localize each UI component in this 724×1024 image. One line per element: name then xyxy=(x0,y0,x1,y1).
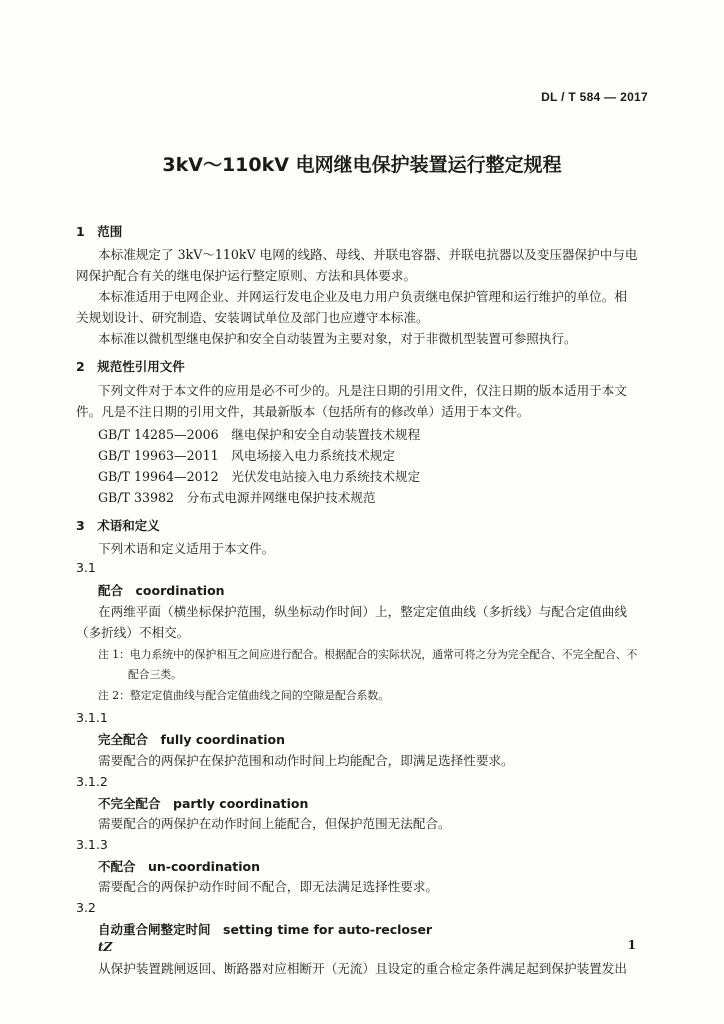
section-1-p1-line2: 网保护配合有关的继电保护运行整定原则、方法和具体要求。 xyxy=(76,268,417,283)
section-1-heading: 1 范围 xyxy=(76,224,123,239)
note-2: 注 2：整定定值曲线与配合定值曲线之间的空隙是配合系数。 xyxy=(98,689,390,702)
term-3-1-1-definition: 需要配合的两保护在保护范围和动作时间上均能配合，即满足选择性要求。 xyxy=(98,753,514,768)
section-1-p1-line1: 本标准规定了 3kV～110kV 电网的线路、母线、并联电容器、并联电抗器以及变压器保护中与电 xyxy=(98,247,638,262)
term-3-1-3: 不配合 un-coordination xyxy=(98,859,261,874)
term-number-3-1: 3.1 xyxy=(76,560,96,575)
term-number-3-1-2: 3.1.2 xyxy=(76,774,108,789)
section-1-p2-line2: 关规划设计、研究制造、安装调试单位及部门也应遵守本标准。 xyxy=(76,310,429,325)
term-3-1-2-definition: 需要配合的两保护在动作时间上能配合，但保护范围无法配合。 xyxy=(98,816,451,831)
section-2-p1-line2: 件。凡是不注日期的引用文件，其最新版本（包括所有的修改单）适用于本文件。 xyxy=(76,404,530,419)
reference-item: GB/T 14285—2006 继电保护和安全自动装置技术规程 xyxy=(98,427,421,442)
section-1-p3: 本标准以微机型继电保护和安全自动装置为主要对象，对于非微机型装置可参照执行。 xyxy=(98,331,577,346)
note-1-line1: 注 1：电力系统中的保护相互之间应进行配合。根据配合的实际状况，通常可将之分为完全配合、不完全配合、不 xyxy=(98,648,638,661)
term-3-1: 配合 coordination xyxy=(98,583,225,598)
term-3-1-definition-line1: 在两维平面（横坐标保护范围，纵坐标动作时间）上，整定定值曲线（多折线）与配合定值曲线 xyxy=(98,604,627,619)
term-3-1-2: 不完全配合 partly coordination xyxy=(98,796,309,811)
page-number: 1 xyxy=(627,938,636,952)
section-3-heading: 3 术语和定义 xyxy=(76,518,160,533)
term-3-1-definition-line2: （多折线）不相交。 xyxy=(76,625,190,640)
section-2-p1-line1: 下列文件对于本文件的应用是必不可少的。凡是注日期的引用文件，仅注日期的版本适用于本文 xyxy=(98,383,627,398)
term-number-3-2: 3.2 xyxy=(76,900,96,915)
note-1-line2: 配合三类。 xyxy=(128,668,182,681)
section-2-heading: 2 规范性引用文件 xyxy=(76,359,185,374)
section-3-intro: 下列术语和定义适用于本文件。 xyxy=(98,541,275,556)
term-number-3-1-1: 3.1.1 xyxy=(76,710,108,725)
term-3-2-symbol: tZ xyxy=(98,940,113,954)
term-number-3-1-3: 3.1.3 xyxy=(76,837,108,852)
document-title: 3kV～110kV 电网继电保护装置运行整定规程 xyxy=(162,154,562,176)
section-1-p2-line1: 本标准适用于电网企业、并网运行发电企业及电力用户负责继电保护管理和运行维护的单位。相 xyxy=(98,289,627,304)
standard-code: DL / T 584 — 2017 xyxy=(541,90,648,104)
reference-item: GB/T 19963—2011 风电场接入电力系统技术规定 xyxy=(98,448,395,463)
reference-item: GB/T 33982 分布式电源并网继电保护技术规范 xyxy=(98,490,376,505)
term-3-1-3-definition: 需要配合的两保护动作时间不配合，即无法满足选择性要求。 xyxy=(98,879,439,894)
reference-item: GB/T 19964—2012 光伏发电站接入电力系统技术规定 xyxy=(98,469,421,484)
term-3-2-definition-line1: 从保护装置跳闸返回、断路器对应相断开（无流）且设定的重合检定条件满足起到保护装置发出 xyxy=(98,961,627,976)
term-3-1-1: 完全配合 fully coordination xyxy=(98,732,285,747)
term-3-2: 自动重合闸整定时间 setting time for auto-recloser xyxy=(98,922,433,937)
